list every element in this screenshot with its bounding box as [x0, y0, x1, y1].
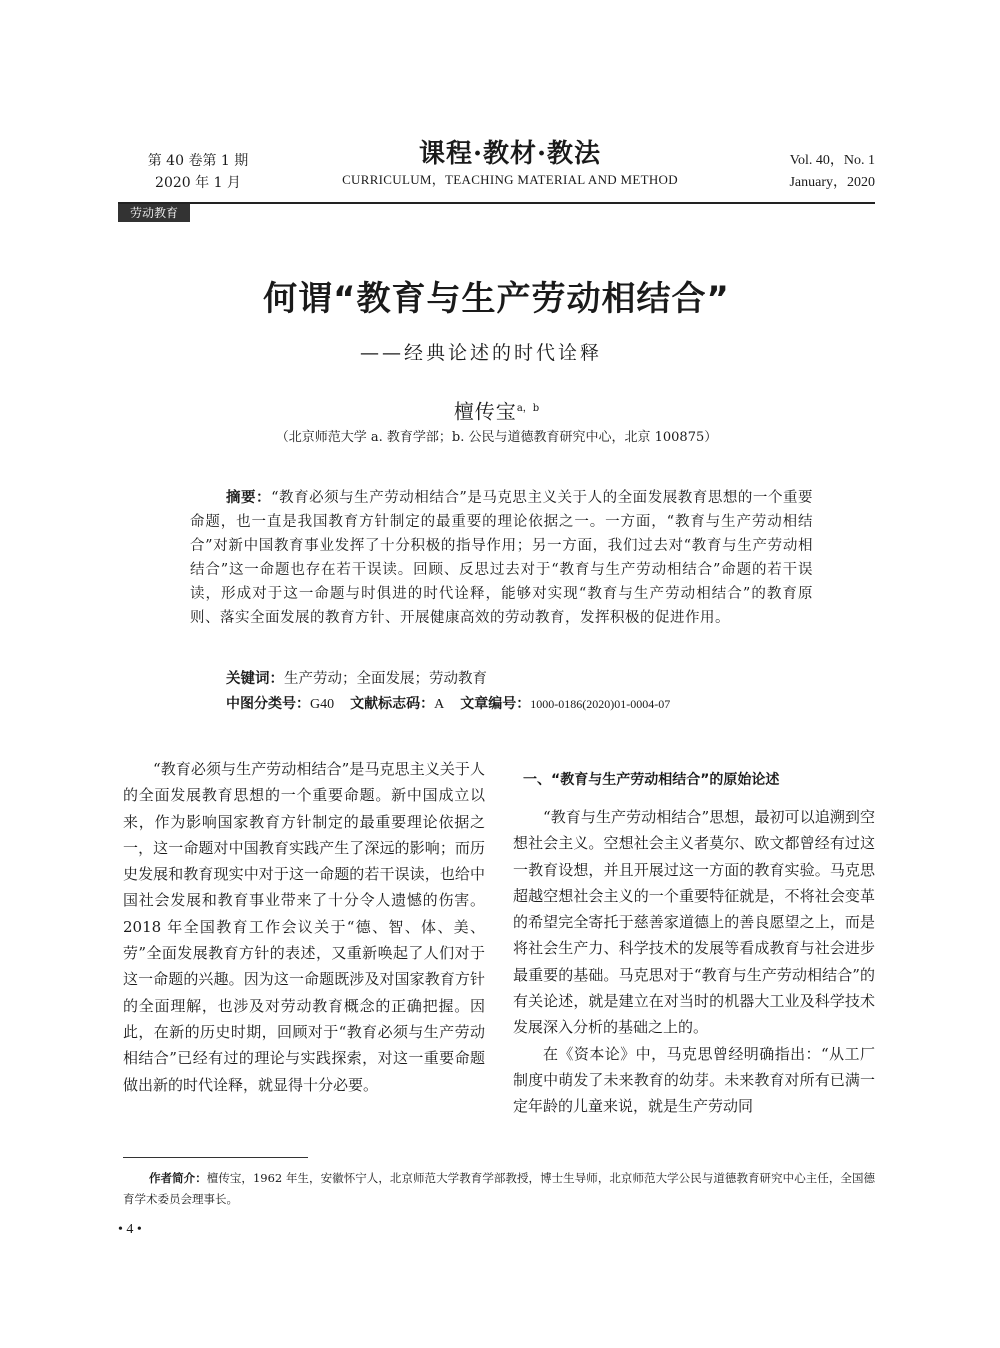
- volume-issue-en: Vol. 40，No. 1: [789, 153, 875, 168]
- article-id-label: 文章编号：: [460, 696, 531, 712]
- abstract: [190, 486, 813, 630]
- doc-code-value: A: [434, 697, 445, 712]
- abstract-label: 摘要：: [226, 490, 272, 506]
- keywords-text: 生产劳动；全面发展；劳动教育: [284, 671, 487, 687]
- column-tag: 劳动教育: [118, 204, 190, 222]
- journal-title-en: CURRICULUM，TEACHING MATERIAL AND METHOD: [342, 172, 678, 187]
- date-cn: 2020 年 1 月: [155, 175, 241, 191]
- author-affiliation: （北京师范大学 a. 教育学部；b. 公民与道德教育研究中心，北京 100875）: [275, 430, 718, 445]
- doc-code-label: 文献标志码：: [350, 696, 435, 712]
- body-right-column: [513, 804, 875, 1120]
- author-affiliation-marks: a，b: [516, 403, 540, 414]
- article-title: 何谓“教育与生产劳动相结合”: [263, 279, 730, 319]
- body-paragraph: “教育必须与生产劳动相结合”是马克思主义关于人的全面发展教育思想的一个重要命题。新中国成立以来，作为影响国家教育方针制定的最重要理论依据之一，这一命题对中国教育实践产生了深远的影响；而历史发展和教育现实中对于这一命题的若干误读，也给中国社会发展和教育事业带来了十分令人遗憾的伤害。2018 年全国教育工作会议关于“德、智、体、美、劳”全面发展教育方针的表述，又重新唤起了人们对于这一命题的兴趣。因为这一命题既涉及对国家教育方针的全面理解，也涉及对劳动教育概念的正确把握。因此，在新的历史时期，回顾对于“教育必须与生产劳动相结合”已经有过的理论与实践探索，对这一重要命题做出新的时代诠释，就显得十分必要。: [123, 760, 485, 1094]
- section-heading: 一、“教育与生产劳动相结合”的原始论述: [523, 772, 780, 788]
- keywords-label: 关键词：: [226, 671, 284, 687]
- body-left-column: [123, 756, 485, 1098]
- body-paragraph: “教育与生产劳动相结合”思想，最初可以追溯到空想社会主义。空想社会主义者莫尔、欧文都曾经有过这一教育设想，并且开展过这一方面的教育实验。马克思超越空想社会主义的一个重要特征就是，不将社会变革的希望完全寄托于慈善家道德上的善良愿望之上，而是将社会生产力、科学技术的发展等看成教育与社会进步最重要的基础。马克思对于“教育与生产劳动相结合”的有关论述，就是建立在对当时的机器大工业及科学技术发展深入分析的基础之上的。: [513, 808, 875, 1037]
- article-subtitle: ——经典论述的时代诠释: [360, 342, 603, 364]
- article-id-value: 1000-0186(2020)01-0004-07: [530, 697, 671, 711]
- body-paragraph: 在《资本论》中，马克思曾经明确指出：“从工厂制度中萌发了未来教育的幼芽。未来教育对所有已满一定年龄的儿童来说，就是生产劳动同: [513, 1044, 875, 1116]
- footnote-text: 檀传宝，1962 年生，安徽怀宁人，北京师范大学教育学部教授，博士生导师，北京师范大学公民与道德教育研究中心主任，全国德育学术委员会理事长。: [123, 1171, 876, 1206]
- header-rule: [118, 202, 875, 204]
- author-name: 檀传宝: [453, 399, 517, 424]
- date-en: January，2020: [789, 175, 875, 190]
- journal-title: 课程·教材·教法: [418, 139, 602, 169]
- footnote-label: 作者简介：: [149, 1171, 207, 1185]
- volume-issue-cn: 第 40 卷第 1 期: [147, 153, 249, 169]
- page-number: • 4 •: [118, 1222, 142, 1237]
- journal-issue-info: [128, 150, 268, 194]
- classification-line: [226, 692, 846, 717]
- journal-masthead: [300, 138, 720, 190]
- author-footnote: [123, 1168, 875, 1210]
- clc-label: 中图分类号：: [226, 696, 310, 712]
- author-line: [118, 394, 875, 427]
- keywords: [226, 667, 826, 691]
- abstract-text: “教育必须与生产劳动相结合”是马克思主义关于人的全面发展教育思想的一个重要命题，也一直是我国教育方针制定的最重要的理论依据之一。一方面，“教育与生产劳动相结合”对新中国教育事业发挥了十分积极的指导作用；另一方面，我们过去对“教育与生产劳动相结合”这一命题也存在若干误读。回顾、反思过去对于“教育与生产劳动相结合”命题的若干误读，形成对于这一命题与时俱进的时代诠释，能够对实现“教育与生产劳动相结合”的教育原则、落实全面发展的教育方针、开展健康高效的劳动教育，发挥积极的促进作用。: [190, 490, 813, 626]
- clc-value: G40: [310, 697, 335, 712]
- footnote-rule: [123, 1157, 308, 1158]
- journal-volume-info: [740, 150, 875, 194]
